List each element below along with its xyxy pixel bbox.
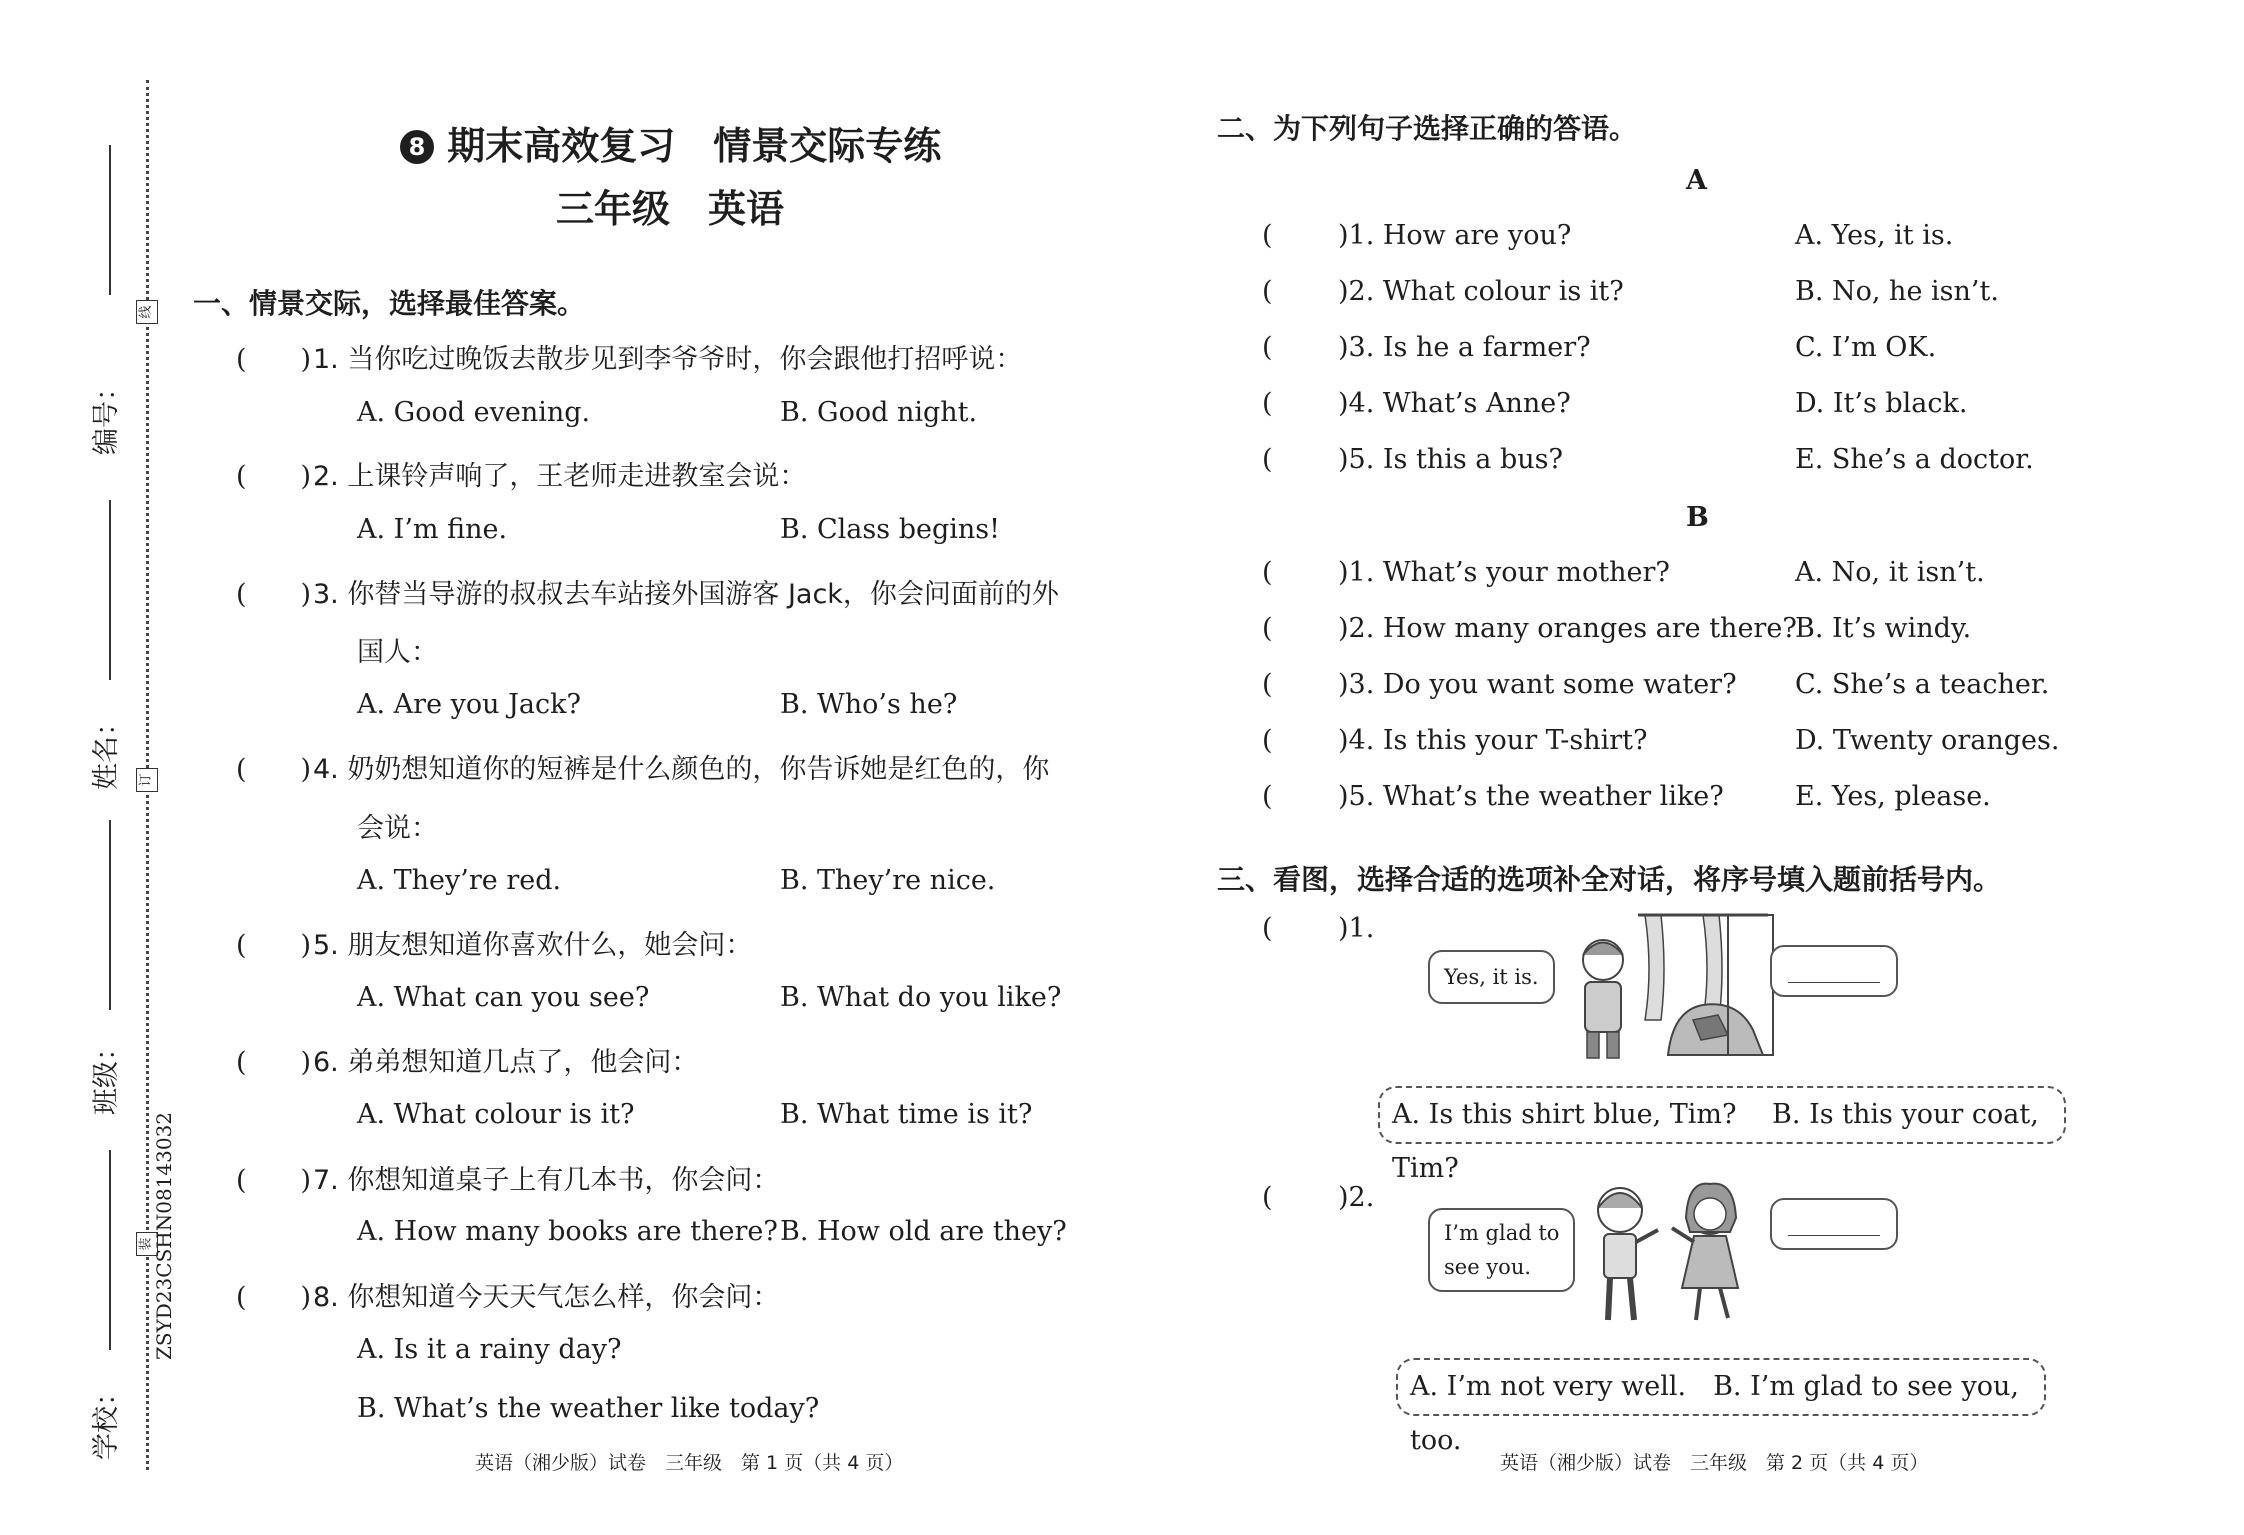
answer-paren[interactable]: ( ): [236, 579, 312, 610]
picture-item-2-number: )2.: [1338, 1182, 1375, 1213]
question-5-option-b: B. What do you like?: [780, 982, 1062, 1013]
question-3: 3. 你替当导游的叔叔去车站接外国游客 Jack，你会问面前的外: [313, 579, 1059, 610]
match-question: )1. How are you?: [1338, 220, 1572, 251]
answer-paren-open[interactable]: (: [1262, 444, 1273, 475]
match-question: )2. What colour is it?: [1338, 276, 1624, 307]
answer-paren[interactable]: ( ): [236, 1165, 312, 1196]
question-8-option-b: B. What’s the weather like today?: [357, 1393, 820, 1424]
cut-mark-bind: 订: [136, 768, 158, 792]
question-1-option-a: A. Good evening.: [357, 397, 591, 428]
number-field-label: 编号：: [91, 374, 122, 455]
answer-paren-open[interactable]: (: [1262, 276, 1273, 307]
item-1-choices: A. Is this shirt blue, Tim? B. Is this your coat, Tim?: [1378, 1086, 2066, 1144]
illustration-boy-girl-greeting: [1580, 1170, 1770, 1330]
question-6-option-b: B. What time is it?: [780, 1099, 1033, 1130]
question-6-option-a: A. What colour is it?: [357, 1099, 635, 1130]
cut-mark-line: 线: [136, 300, 158, 324]
match-question: )3. Do you want some water?: [1338, 669, 1737, 700]
picture-item-1-number: )1.: [1338, 913, 1375, 944]
name-field-line: [109, 500, 111, 680]
match-answer: B. No, he isn’t.: [1795, 276, 1999, 307]
match-question: )5. Is this a bus?: [1338, 444, 1563, 475]
class-field-line: [109, 820, 111, 1010]
question-1: 1. 当你吃过晚饭去散步见到李爷爷时，你会跟他打招呼说：: [313, 344, 1023, 375]
speech-bubble-left: I’m glad to see you.: [1428, 1208, 1575, 1292]
answer-paren[interactable]: ( ): [236, 1282, 312, 1313]
question-7: 7. 你想知道桌子上有几本书，你会问：: [313, 1165, 780, 1196]
number-field-line: [109, 145, 111, 295]
match-answer: B. It’s windy.: [1795, 613, 1972, 644]
match-answer: E. Yes, please.: [1795, 781, 1991, 812]
answer-paren[interactable]: ( ): [236, 754, 312, 785]
answer-paren-open[interactable]: (: [1262, 781, 1273, 812]
school-field-line: [109, 1150, 111, 1350]
question-4-continued: 会说：: [357, 813, 438, 844]
page-title: 8 期末高效复习 情景交际专练: [400, 115, 941, 170]
illustration-boy-wardrobe: [1553, 910, 1793, 1060]
page-2-footer: 英语（湘少版）试卷 三年级 第 2 页（共 4 页）: [1500, 1452, 1929, 1474]
school-field-label: 学校：: [91, 1379, 122, 1460]
match-answer: D. Twenty oranges.: [1795, 725, 2060, 756]
cut-mark-pack: 装: [136, 1232, 158, 1256]
match-question: )3. Is he a farmer?: [1338, 332, 1591, 363]
question-8-option-a: A. Is it a rainy day?: [357, 1334, 622, 1365]
speech-bubble-right-blank: [1770, 1198, 1898, 1250]
group-b-label: B: [1686, 502, 1709, 533]
answer-paren[interactable]: ( ): [236, 461, 312, 492]
answer-paren-open[interactable]: (: [1262, 613, 1273, 644]
class-field-label: 班级：: [91, 1034, 122, 1115]
question-2-option-b: B. Class begins!: [780, 514, 1000, 545]
question-2: 2. 上课铃声响了，王老师走进教室会说：: [313, 461, 807, 492]
name-field-label: 姓名：: [91, 709, 122, 790]
match-answer: D. It’s black.: [1795, 388, 1968, 419]
answer-paren-open[interactable]: (: [1262, 913, 1273, 944]
question-4-option-a: A. They’re red.: [357, 865, 562, 896]
question-6: 6. 弟弟想知道几点了，他会问：: [313, 1047, 699, 1078]
section-3-heading: 三、看图，选择合适的选项补全对话，将序号填入题前括号内。: [1217, 863, 2002, 896]
match-question: )4. Is this your T-shirt?: [1338, 725, 1648, 756]
speech-bubble-left: Yes, it is.: [1428, 950, 1555, 1004]
question-5-option-a: A. What can you see?: [357, 982, 650, 1013]
question-2-option-a: A. I’m fine.: [357, 514, 508, 545]
question-3-option-a: A. Are you Jack?: [357, 689, 581, 720]
question-3-option-b: B. Who’s he?: [780, 689, 958, 720]
answer-paren-open[interactable]: (: [1262, 332, 1273, 363]
answer-paren-open[interactable]: (: [1262, 220, 1273, 251]
match-answer: A. Yes, it is.: [1795, 220, 1954, 251]
match-question: )1. What’s your mother?: [1338, 557, 1670, 588]
answer-paren-open[interactable]: (: [1262, 669, 1273, 700]
group-a-label: A: [1686, 165, 1707, 196]
blank-answer-line[interactable]: [1788, 982, 1880, 983]
answer-paren-open[interactable]: (: [1262, 388, 1273, 419]
title-badge: 8: [400, 130, 434, 164]
answer-paren-open[interactable]: (: [1262, 557, 1273, 588]
question-4: 4. 奶奶想知道你的短裤是什么颜色的，你告诉她是红色的，你: [313, 754, 1050, 785]
section-1-heading: 一、情景交际，选择最佳答案。: [193, 287, 586, 320]
answer-paren[interactable]: ( ): [236, 930, 312, 961]
answer-paren-open[interactable]: (: [1262, 725, 1273, 756]
match-question: )4. What’s Anne?: [1338, 388, 1571, 419]
item-2-choices: A. I’m not very well. B. I’m glad to see you, too.: [1396, 1358, 2046, 1416]
answer-paren[interactable]: ( ): [236, 1047, 312, 1078]
match-question: )2. How many oranges are there?: [1338, 613, 1797, 644]
match-answer: C. She’s a teacher.: [1795, 669, 2050, 700]
question-3-continued: 国人：: [357, 637, 438, 668]
match-question: )5. What’s the weather like?: [1338, 781, 1724, 812]
speech-bubble-right-blank: [1770, 945, 1898, 997]
paper-code: ZSYD23CSHN08143032: [152, 1111, 176, 1360]
page-subtitle: 三年级 英语: [556, 187, 785, 231]
question-7-option-b: B. How old are they?: [780, 1216, 1067, 1247]
match-answer: E. She’s a doctor.: [1795, 444, 2034, 475]
question-5: 5. 朋友想知道你喜欢什么，她会问：: [313, 930, 753, 961]
answer-paren-open[interactable]: (: [1262, 1182, 1273, 1213]
question-1-option-b: B. Good night.: [780, 397, 978, 428]
page-1-footer: 英语（湘少版）试卷 三年级 第 1 页（共 4 页）: [475, 1452, 904, 1474]
question-8: 8. 你想知道今天天气怎么样，你会问：: [313, 1282, 780, 1313]
match-answer: A. No, it isn’t.: [1795, 557, 1985, 588]
question-7-option-a: A. How many books are there?: [357, 1216, 778, 1247]
blank-answer-line[interactable]: [1788, 1235, 1880, 1236]
match-answer: C. I’m OK.: [1795, 332, 1937, 363]
question-4-option-b: B. They’re nice.: [780, 865, 996, 896]
section-2-heading: 二、为下列句子选择正确的答语。: [1217, 112, 1638, 145]
answer-paren[interactable]: ( ): [236, 344, 312, 375]
